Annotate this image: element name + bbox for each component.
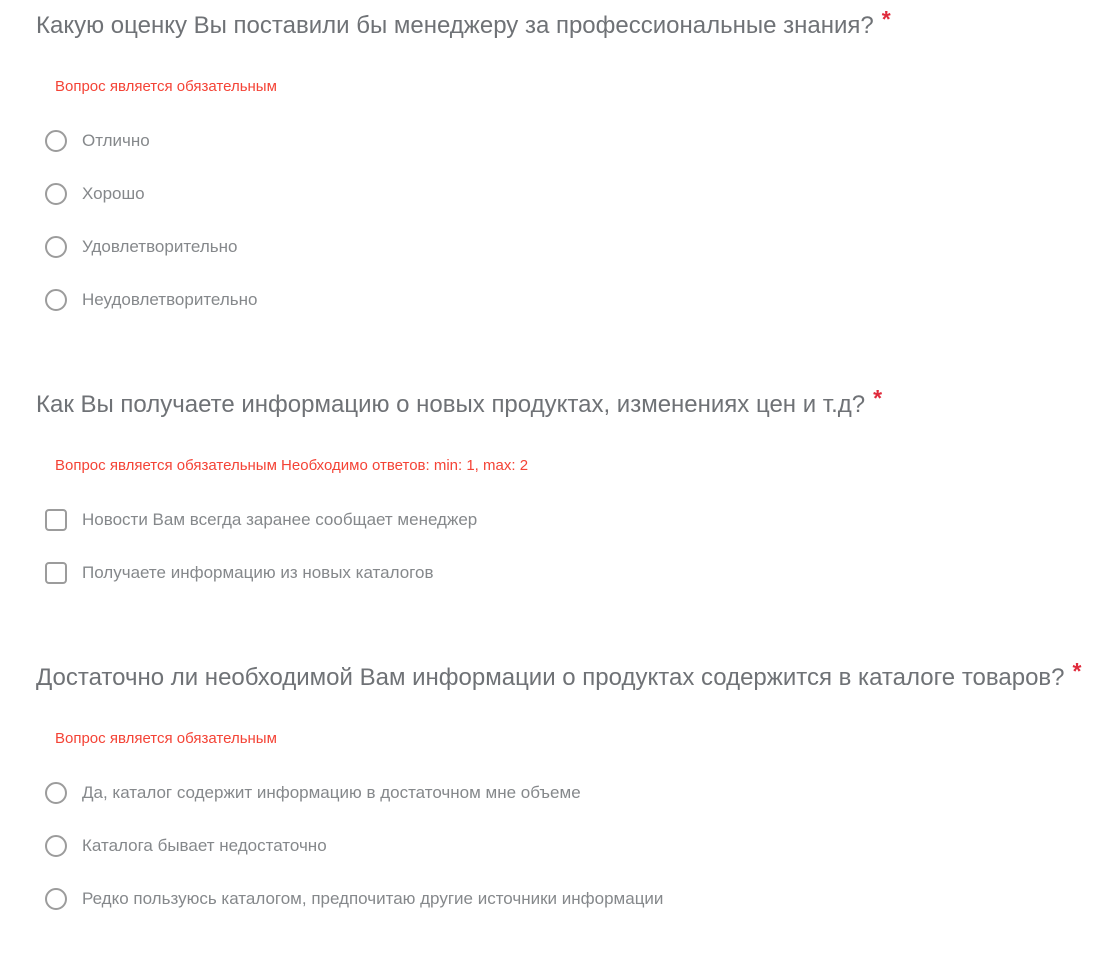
- question-title: [36, 656, 1096, 699]
- question-title-text: Какую оценку Вы поставили бы менеджеру за профессиональные знания?: [36, 12, 874, 39]
- option-label: Хорошо: [82, 184, 145, 203]
- question-title: [36, 383, 1096, 426]
- question-title-text: Как Вы получаете информацию о новых продуктах, изменениях цен и т.д?: [36, 391, 866, 418]
- radio-option[interactable]: [45, 236, 1099, 258]
- radio-option[interactable]: [45, 888, 1099, 910]
- option-label: Да, каталог содержит информацию в достаточном мне объеме: [82, 783, 581, 802]
- option-label: Редко пользуюсь каталогом, предпочитаю другие источники информации: [82, 889, 664, 908]
- options-list: [45, 782, 1099, 910]
- radio-option[interactable]: [45, 782, 1099, 804]
- radio-button-icon[interactable]: [45, 782, 67, 804]
- radio-button-icon[interactable]: [45, 888, 67, 910]
- option-label: Получаете информацию из новых каталогов: [82, 563, 434, 582]
- checkbox-icon[interactable]: [45, 562, 67, 584]
- required-asterisk: *: [881, 6, 891, 32]
- required-asterisk: *: [873, 385, 883, 411]
- radio-option[interactable]: [45, 130, 1099, 152]
- question-title: [36, 4, 1096, 47]
- radio-option[interactable]: [45, 289, 1099, 311]
- required-asterisk: *: [1072, 658, 1082, 684]
- question-block-1: [36, 4, 1099, 311]
- question-block-3: [36, 656, 1099, 910]
- option-label: Неудовлетворительно: [82, 290, 258, 309]
- radio-button-icon[interactable]: [45, 835, 67, 857]
- radio-button-icon[interactable]: [45, 183, 67, 205]
- validation-message: Вопрос является обязательным: [55, 78, 277, 95]
- validation-message: Вопрос является обязательным: [55, 730, 277, 747]
- radio-button-icon[interactable]: [45, 130, 67, 152]
- question-block-2: [36, 383, 1099, 584]
- checkbox-option[interactable]: [45, 509, 1099, 531]
- question-title-text: Достаточно ли необходимой Вам информации о продуктах содержится в каталоге товаров?: [36, 664, 1065, 691]
- radio-option[interactable]: [45, 183, 1099, 205]
- radio-button-icon[interactable]: [45, 236, 67, 258]
- radio-option[interactable]: [45, 835, 1099, 857]
- option-label: Отлично: [82, 131, 150, 150]
- radio-button-icon[interactable]: [45, 289, 67, 311]
- checkbox-option[interactable]: [45, 562, 1099, 584]
- options-list: [45, 509, 1099, 584]
- checkbox-icon[interactable]: [45, 509, 67, 531]
- option-label: Каталога бывает недостаточно: [82, 836, 327, 855]
- options-list: [45, 130, 1099, 311]
- option-label: Новости Вам всегда заранее сообщает менеджер: [82, 510, 478, 529]
- option-label: Удовлетворительно: [82, 237, 238, 256]
- validation-message: Вопрос является обязательным Необходимо ответов: min: 1, max: 2: [55, 457, 529, 474]
